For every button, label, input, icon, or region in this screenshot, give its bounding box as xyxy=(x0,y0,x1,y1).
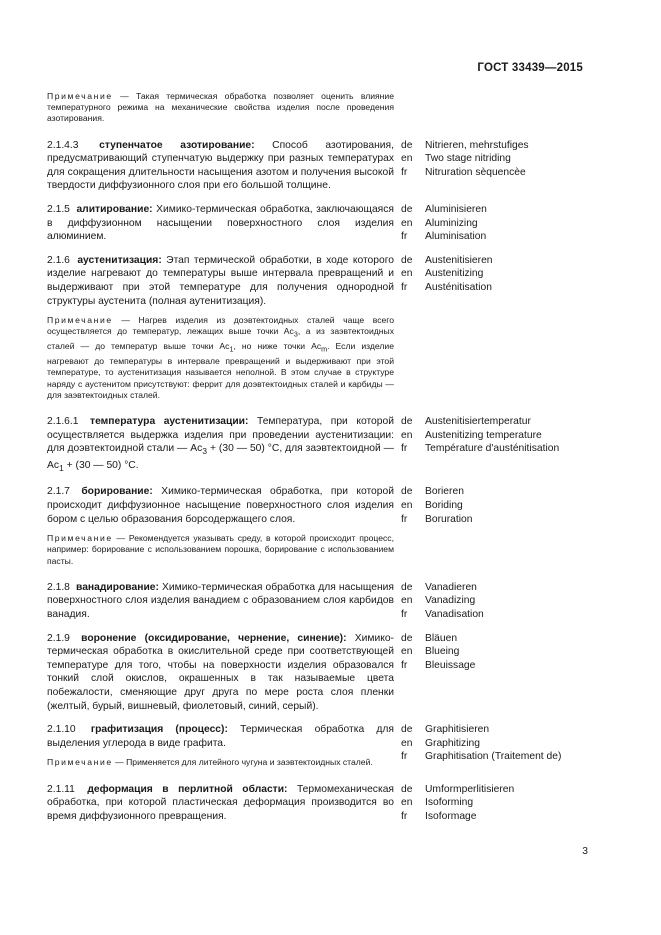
term-name: графитизация (процесс): xyxy=(90,724,228,736)
translations xyxy=(401,254,592,295)
term-text: Химико-термическая обработка, при которой происходит диффузионное насыщение поверхностного слоя изделия бором с целью образования борсодержащего слоя. xyxy=(47,486,394,525)
term-name: ступенчатое азотирование: xyxy=(99,139,255,151)
translations xyxy=(401,723,592,764)
term-entry xyxy=(47,139,592,193)
lang-code: fr xyxy=(401,231,408,243)
term-definition xyxy=(47,581,394,622)
lang-code: fr xyxy=(401,513,408,525)
term-name: алитирование: xyxy=(76,203,153,215)
translations xyxy=(401,139,592,180)
translation: Aluminisieren xyxy=(425,203,487,215)
note-text: — Такая термическая обработка позволяет оценить влияние температурного режима на механические свойства изделия после проведения азотирования. xyxy=(47,91,394,124)
lang-code: en xyxy=(401,429,413,441)
translation: Aluminizing xyxy=(425,217,478,229)
translation: Nitrieren, mehrstufiges xyxy=(425,139,529,151)
translation: Bläuen xyxy=(425,632,458,644)
lang-code: de xyxy=(401,203,413,215)
lang-code: fr xyxy=(401,281,408,293)
term-note xyxy=(47,757,394,768)
term-text: Химико-термическая обработка, заключающаяся в диффузионном насыщении поверхностного слоя изделия алюминием. xyxy=(47,203,394,243)
translation: Isoformage xyxy=(425,810,477,822)
translations xyxy=(401,415,592,456)
term-number: 2.1.7 xyxy=(47,486,70,498)
translation: Boruration xyxy=(425,513,473,525)
translation: Graphitisieren xyxy=(425,724,490,736)
note-label: Примечание xyxy=(47,91,113,101)
term-name: деформация в перлитной области: xyxy=(87,783,288,795)
translation: Nitruration sèquencèe xyxy=(425,166,526,178)
lang-code: de xyxy=(401,416,413,427)
term-number: 2.1.5 xyxy=(47,203,70,215)
term-definition xyxy=(47,632,394,714)
lang-code: en xyxy=(401,797,413,809)
translation: Vanadizing xyxy=(425,595,476,607)
lang-code: de xyxy=(401,581,413,593)
note-label: Примечание xyxy=(47,533,113,544)
term-text: Термическая обработка для выделения углерода в виде графита. xyxy=(47,724,395,749)
translation: Graphitizing xyxy=(425,737,480,749)
term-definition xyxy=(47,783,394,824)
lang-code: de xyxy=(401,632,413,644)
term-number: 2.1.4.3 xyxy=(47,139,79,151)
term-text: Способ азотирования, предусматривающий ступенчатую выдержку при разных температурах для сокращения длительности насыщения азотом и получения высокой твердости диффузионного слоя при его большой толщине. xyxy=(47,139,394,192)
term-name: ванадирование: xyxy=(76,581,159,593)
translation: Two stage nitriding xyxy=(425,153,511,165)
term-entry xyxy=(47,723,592,768)
term-name: борирование: xyxy=(81,486,153,498)
lang-code: en xyxy=(401,737,413,749)
translation: Austenitizing temperature xyxy=(425,429,542,441)
lang-code: fr xyxy=(401,810,408,822)
note-label: Примечание xyxy=(47,315,113,326)
term-number: 2.1.9 xyxy=(47,632,70,644)
term-definition xyxy=(47,139,394,193)
translation: Umformperlitisieren xyxy=(425,783,515,795)
translation: Austenitisiertemperatur xyxy=(425,416,531,427)
lang-code: en xyxy=(401,500,413,512)
term-text: Химико-термическая обработка в окислительной среде при соответствующей температуре для того, чтобы на поверхности изделия образовался тонкий слой окислов, окрашенных в так называемые цвета побежалости, сменяющие друг друга по мере роста слоя пленки (желтый, бурый, вишневый, фиолетовый, синий, серый). xyxy=(47,632,394,712)
lang-code: en xyxy=(401,646,413,658)
lang-code: de xyxy=(401,254,413,266)
translations xyxy=(401,632,592,673)
term-name: аустенитизация: xyxy=(77,254,162,266)
term-entry xyxy=(47,203,592,244)
lang-code: de xyxy=(401,783,413,795)
term-definition: 2.1.6.1 температура аустенитизации: Температура, при которой осуществляется выдержка изделия при проведении аустенитизации: для доэвтектоидной стали — $Ac_3 + (30$ — 50) °С, для заэвтектоидной — $Ac_1 + (30$ — 50) °С. xyxy=(47,416,394,473)
intro-note-block xyxy=(47,91,394,125)
intro-note xyxy=(47,91,394,125)
lang-code: fr xyxy=(401,659,408,671)
term-entry xyxy=(47,783,592,824)
translations xyxy=(401,783,592,824)
lang-code: de xyxy=(401,486,413,498)
term-text: Термомеханическая обработка, при которой пластическая деформация производится во время диффузионного превращения. xyxy=(47,783,394,822)
term-entry xyxy=(47,485,592,566)
document-id: ГОСТ 33439—2015 xyxy=(477,62,583,74)
term-definition xyxy=(47,485,394,526)
term-number: 2.1.6 xyxy=(47,254,70,266)
term-definition xyxy=(47,203,394,244)
term-note: Примечание — Нагрев изделия из доэвтектоидных сталей чаще всего осуществляется до температур, лежащих выше точки $Ac_3$, а из заэвтектоидных сталей — до температур выше точки $Ac_1$, но ниже точки $Ac_m$. Если изделие нагревают до температуры в интервале превращений и выдерживают при этой температуре, то аустенитизация называется неполной. В этом случае в структуре наряду с аустенитом присутствуют: феррит для доэвтектоидных сталей и карбиды — для заэвтектоидных сталей. xyxy=(47,315,394,400)
lang-code: de xyxy=(401,139,413,151)
note-text: — Рекомендуется указывать среду, в которой происходит процесс, например: борирование с использованием порошка, борирование с использованием пасты. xyxy=(47,533,394,566)
translation: Aluminisation xyxy=(425,231,487,243)
translation: Austenitisieren xyxy=(425,254,493,266)
term-note xyxy=(47,533,394,567)
term-number: 2.1.10 xyxy=(47,724,76,736)
term-number: 2.1.6.1 xyxy=(47,416,79,427)
translation: Borieren xyxy=(425,486,464,498)
note-label: Примечание xyxy=(47,757,113,768)
translation: Graphitisation (Traitement de) xyxy=(425,751,562,763)
lang-code: en xyxy=(401,268,413,280)
translation: Isoforming xyxy=(425,797,474,809)
lang-code: de xyxy=(401,724,413,736)
note-text: — Применяется для литейного чугуна и заэвтектоидных сталей. xyxy=(112,757,373,768)
term-definition xyxy=(47,723,394,750)
translation: Bleuissage xyxy=(425,659,476,671)
lang-code: fr xyxy=(401,751,408,763)
lang-code: fr xyxy=(401,166,408,178)
translation: Blueing xyxy=(425,646,460,658)
term-number: 2.1.8 xyxy=(47,581,70,593)
lang-code: en xyxy=(401,217,413,229)
term-definition xyxy=(47,254,394,308)
term-entry xyxy=(47,254,592,401)
term-name: температура аустенитизации: xyxy=(90,416,249,427)
translation: Austénitisation xyxy=(425,281,492,293)
page-body xyxy=(47,91,592,823)
term-name: воронение (оксидирование, чернение, синение): xyxy=(81,632,347,644)
translation: Boriding xyxy=(425,500,463,512)
translations xyxy=(401,203,592,244)
term-entry xyxy=(47,415,592,475)
term-entry xyxy=(47,581,592,622)
lang-code: en xyxy=(401,595,413,607)
page-number: 3 xyxy=(582,846,588,857)
term-text: Этап термической обработки, в ходе которого изделие нагревают до температуры выше интервала превращений и выдерживают при этой температуре для получения однородной структуры аустенита (полная аутенитизация). xyxy=(47,254,394,307)
translation: Température d'austénitisation xyxy=(425,443,560,455)
lang-code: fr xyxy=(401,609,408,621)
translations xyxy=(401,485,592,526)
translation: Vanadisation xyxy=(425,609,484,621)
term-number: 2.1.11 xyxy=(47,783,75,795)
term-entry xyxy=(47,632,592,714)
lang-code: fr xyxy=(401,443,408,455)
translations xyxy=(401,581,592,622)
lang-code: en xyxy=(401,153,413,165)
term-text: Химико-термическая обработка для насыщения поверхностного слоя изделия ванадием с образованием слоя карбидов ванадия. xyxy=(47,581,394,621)
translation: Austenitizing xyxy=(425,268,484,280)
translation: Vanadieren xyxy=(425,581,477,593)
